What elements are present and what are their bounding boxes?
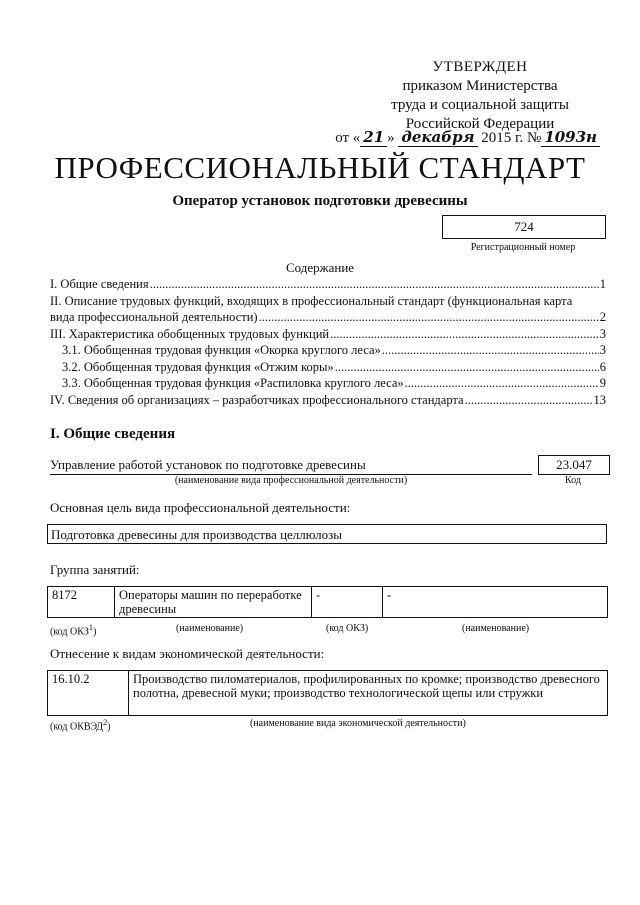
okz-name-cell: Операторы машин по переработке древесины	[115, 587, 312, 618]
date-year: 2015 г. №	[481, 130, 542, 146]
toc-item-page: 9	[599, 376, 606, 390]
toc-item[interactable]	[50, 326, 606, 343]
approval-line: труда и социальной защиты	[391, 97, 569, 113]
activity-type-name: Управление работой установок по подготовке древесины	[50, 457, 532, 475]
date-prefix: от «	[335, 130, 361, 146]
toc-item[interactable]	[50, 276, 606, 293]
goal-label: Основная цель вида профессиональной деятельности:	[50, 500, 351, 515]
toc-item-text: 3.3. Обобщенная трудовая функция «Распиловка круглого леса»	[62, 376, 404, 390]
activity-label: Отнесение к видам экономической деятельности:	[50, 646, 325, 661]
handwritten-number: 1093н	[541, 128, 600, 147]
toc-item-text: IV. Сведения об организациях – разработчиках профессионального стандарта	[50, 392, 464, 407]
okved-table	[47, 670, 608, 716]
toc-item[interactable]	[50, 293, 606, 326]
approval-date-line	[300, 128, 600, 147]
okved-name-cell: Производство пиломатериалов, профилированных по кромке; производство древесного полотна, древесной муки; производство технологической щепы или стружки	[129, 671, 608, 716]
table-of-contents	[50, 276, 606, 408]
group-label: Группа занятий:	[50, 562, 140, 577]
page-title: ПРОФЕССИОНАЛЬНЫЙ СТАНДАРТ	[54, 150, 586, 185]
approval-block	[370, 58, 590, 134]
okz-code-caption: (код ОКЗ$^1$)	[50, 623, 97, 638]
okz-code-cell: 8172	[48, 587, 115, 618]
okz-code-cell-2: -	[312, 587, 383, 618]
toc-item-text: I. Общие сведения	[50, 277, 149, 291]
okz-name-cell-2: -	[383, 587, 608, 618]
table-row	[48, 587, 608, 618]
toc-title: Содержание	[285, 260, 355, 275]
toc-item-text: II. Описание трудовых функций, входящих в профессиональный стандарт (функциональная карта	[50, 293, 573, 308]
okved-code-caption: (код ОКВЭД$^2$)	[50, 718, 111, 733]
toc-item-page: 3	[599, 343, 606, 357]
registration-label: Регистрационный номер	[470, 242, 576, 253]
okved-name-caption: (наименование вида экономической деятельности)	[250, 718, 466, 729]
okz-code-caption-2: (код ОКЗ)	[326, 623, 369, 634]
toc-item-text: 3.1. Обобщенная трудовая функция «Окорка круглого леса»	[62, 343, 381, 357]
approval-line: Российской Федерации	[405, 116, 555, 132]
toc-item-text-cont: вида профессиональной деятельности)	[50, 310, 258, 324]
toc-item[interactable]	[50, 359, 606, 376]
table-row	[48, 671, 608, 716]
occupation-group-table	[47, 586, 608, 618]
okz-name-caption: (наименование)	[176, 623, 244, 634]
okz-name-caption-2: (наименование)	[462, 623, 530, 634]
approval-heading: УТВЕРЖДЕН	[432, 59, 528, 75]
handwritten-month: декабря	[398, 128, 477, 147]
registration-number-box: 724	[442, 215, 606, 239]
goal-box: Подготовка древесины для производства целлюлозы	[47, 524, 607, 544]
toc-item-text: III. Характеристика обобщенных трудовых функций	[50, 326, 330, 341]
toc-item-page: 6	[599, 359, 606, 374]
toc-item[interactable]	[50, 392, 606, 409]
toc-item-page: 2	[599, 310, 606, 324]
section-heading: I. Общие сведения	[50, 426, 176, 442]
toc-item[interactable]	[50, 342, 606, 359]
toc-item[interactable]	[50, 375, 606, 392]
page-subtitle: Оператор установок подготовки древесины	[172, 193, 468, 209]
code-box: 23.047	[538, 455, 610, 475]
activity-type-caption: (наименование вида профессиональной деятельности)	[174, 475, 408, 486]
toc-item-page: 3	[599, 326, 606, 341]
toc-item-page: 13	[593, 392, 606, 407]
toc-item-text: 3.2. Обобщенная трудовая функция «Отжим коры»	[62, 359, 334, 374]
handwritten-day: 21	[360, 128, 387, 147]
toc-item-page: 1	[599, 277, 606, 291]
approval-line: приказом Министерства	[402, 78, 558, 94]
date-mid: »	[387, 130, 395, 146]
okved-code-cell: 16.10.2	[48, 671, 129, 716]
code-caption: Код	[565, 475, 581, 486]
